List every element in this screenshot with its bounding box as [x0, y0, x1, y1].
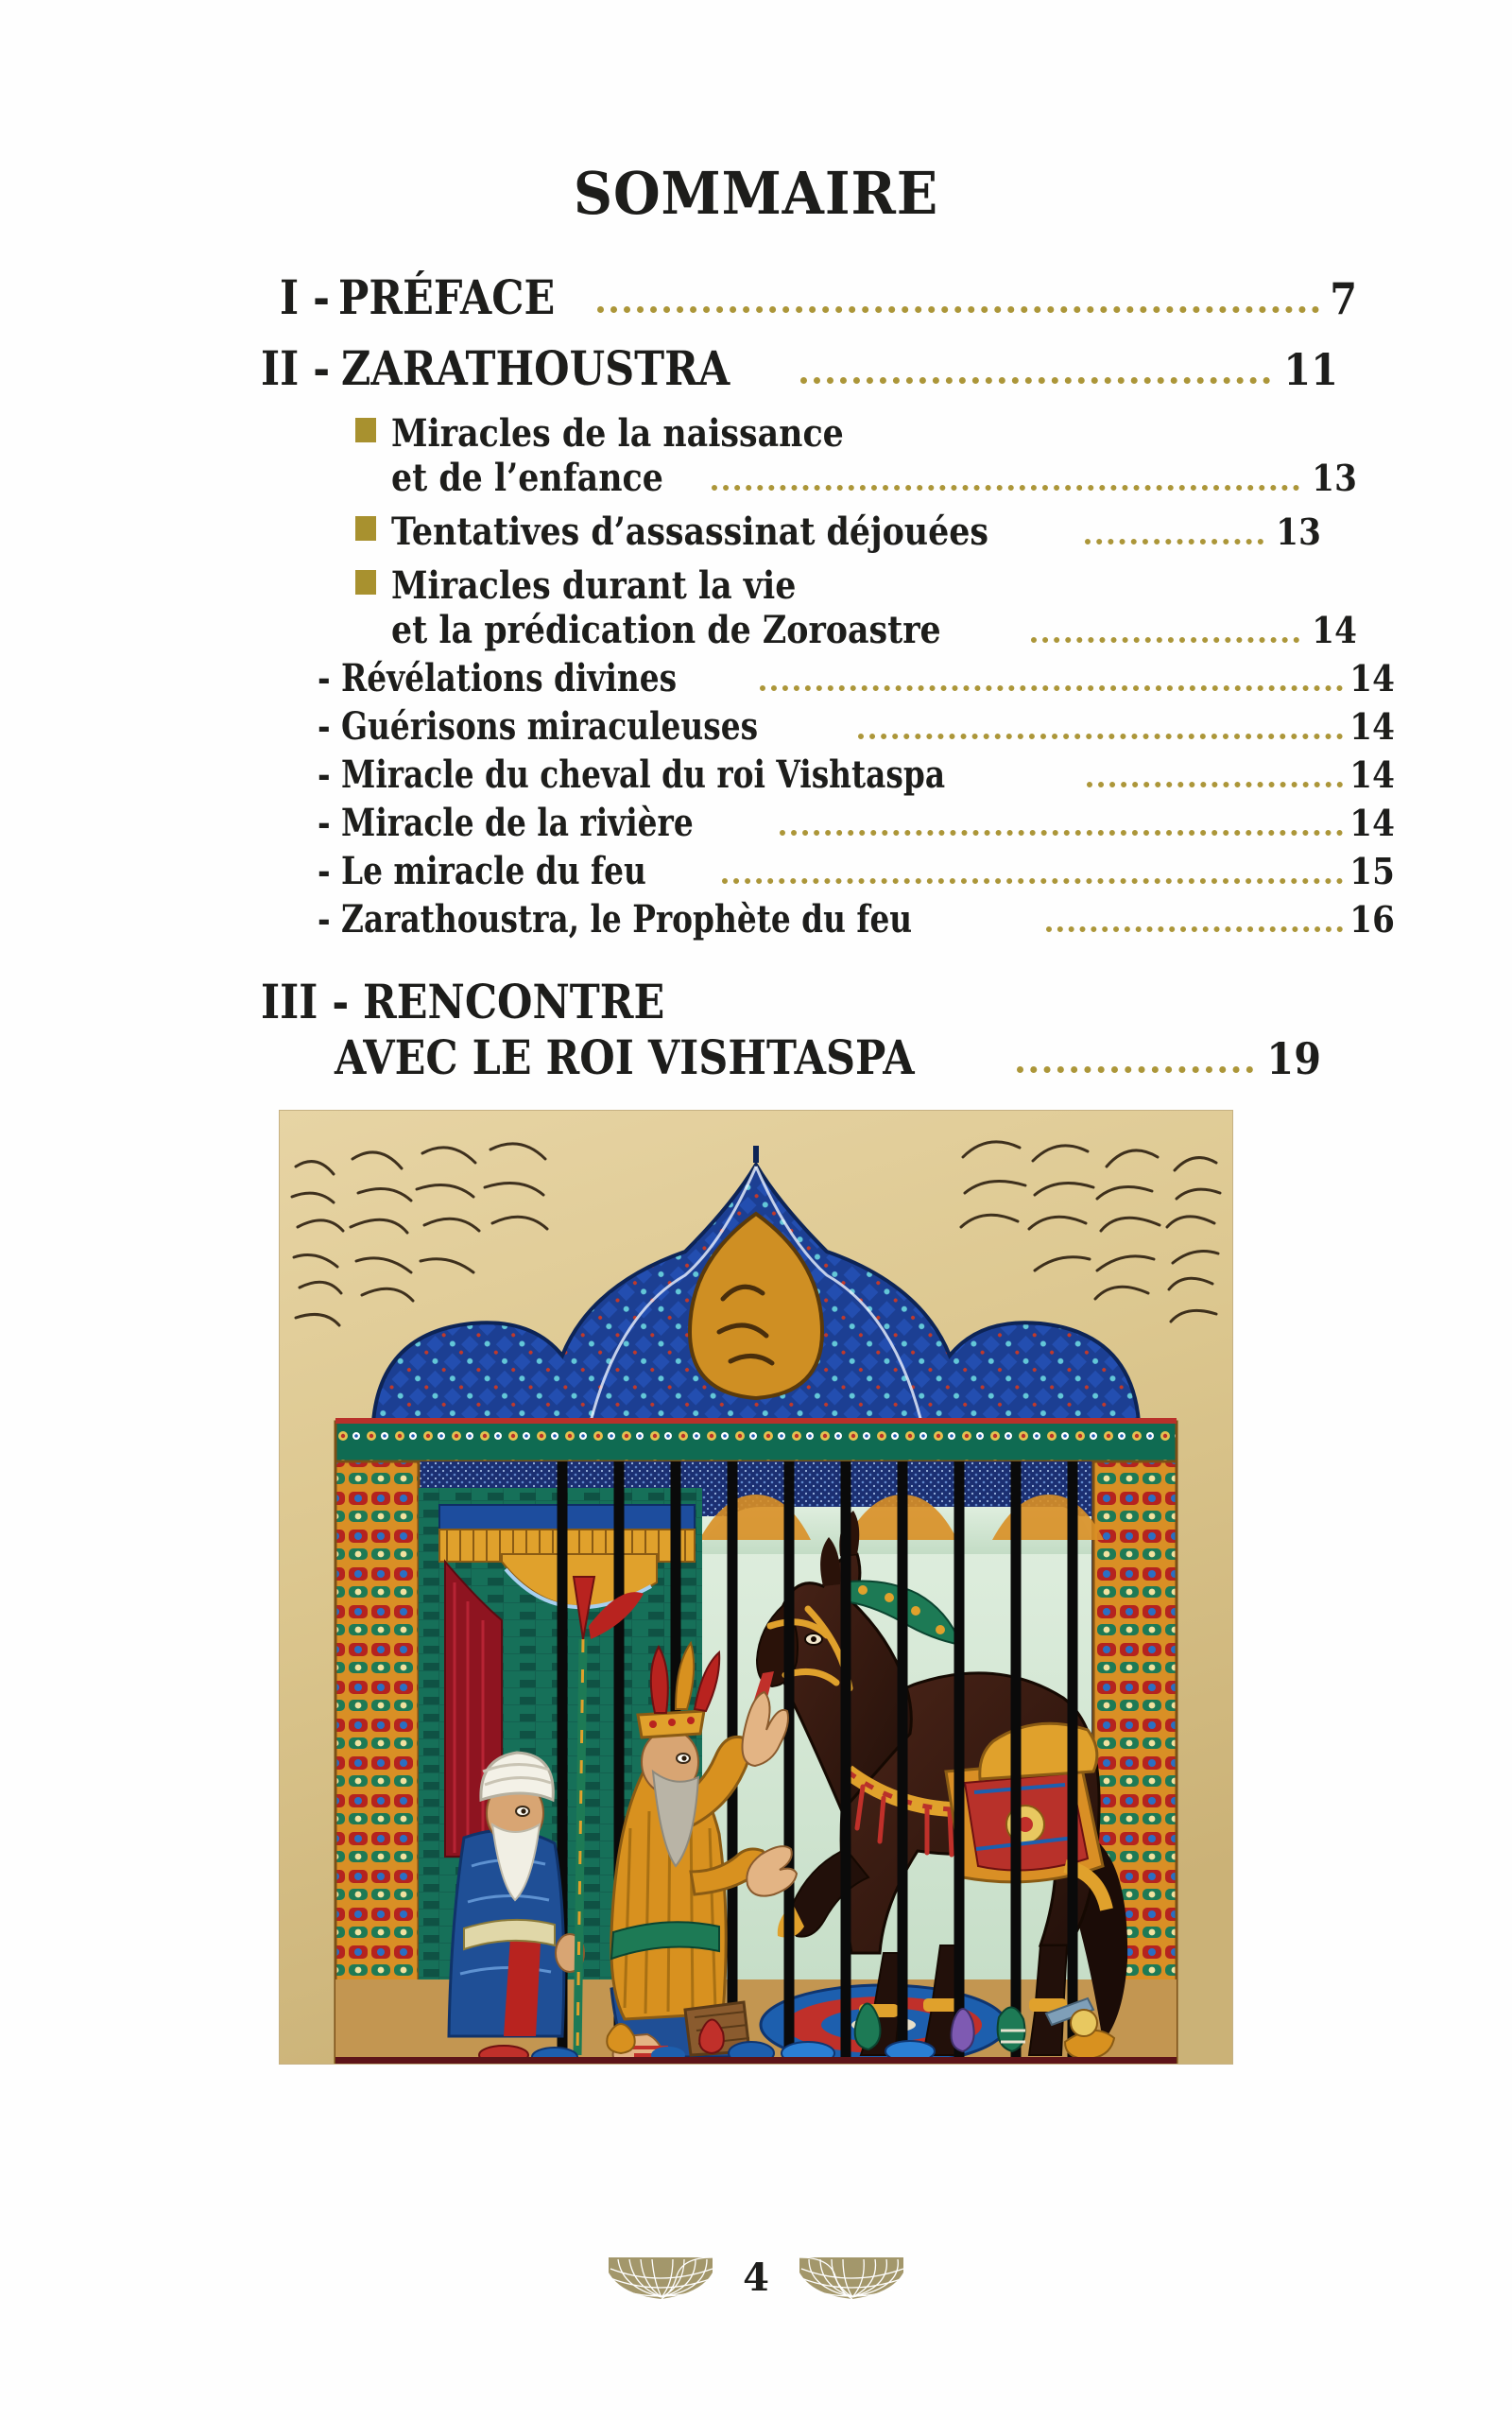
dot-leader — [760, 684, 1344, 691]
dot-leader — [722, 877, 1343, 884]
square-bullet-icon — [355, 516, 376, 541]
dot-leader — [1031, 636, 1300, 643]
toc-entry-miracle-feu[interactable] — [318, 849, 1395, 893]
toc-entry-rencontre-vishtaspa[interactable] — [261, 974, 1321, 1085]
toc-label: PRÉFACE — [337, 269, 555, 325]
toc-page-number: 14 — [1349, 753, 1395, 796]
toc-entry-preface[interactable] — [280, 269, 1357, 325]
toc-entry-tentatives-assassinat[interactable] — [355, 510, 1321, 554]
toc-label: - Zarathoustra, le Prophète du feu — [318, 897, 913, 942]
dot-leader — [780, 829, 1343, 836]
page-number: 4 — [743, 2255, 769, 2300]
toc-label: Miracles durant la vie — [391, 563, 797, 608]
toc-entry-miracles-vie[interactable] — [355, 563, 1357, 652]
toc-label: - Révélations divines — [318, 656, 678, 700]
square-bullet-icon — [355, 570, 376, 595]
toc-label: - Miracle de la rivière — [318, 801, 694, 845]
dot-leader — [1085, 538, 1263, 544]
left-pillar — [335, 1461, 419, 2065]
dot-leader — [858, 733, 1343, 739]
toc-page-number: 14 — [1349, 657, 1395, 700]
toc-label: - Guérisons miraculeuses — [318, 704, 759, 749]
dot-leader — [712, 484, 1299, 491]
toc-page-number: 14 — [1349, 705, 1395, 748]
toc-entry-miracles-naissance[interactable] — [355, 411, 1357, 500]
dot-leader — [1087, 781, 1343, 787]
toc-numeral: I - — [280, 269, 330, 325]
toc-label: RENCONTRE — [363, 974, 665, 1029]
left-wing-ornament — [603, 2250, 718, 2305]
dot-leader — [597, 305, 1319, 313]
toc-label-line2: et la prédication de Zoroastre — [391, 608, 941, 652]
table-of-contents — [244, 269, 1395, 1085]
toc-page-number: 16 — [1349, 898, 1395, 941]
page-title: SOMMAIRE — [573, 159, 939, 228]
toc-numeral: II - — [261, 340, 331, 396]
toc-entry-miracle-riviere[interactable] — [318, 801, 1395, 845]
page-footer — [0, 2250, 1512, 2305]
dot-leader — [1017, 1065, 1253, 1073]
toc-page-number: 15 — [1349, 850, 1395, 892]
dot-leader — [800, 376, 1270, 384]
toc-entry-revelations-divines[interactable] — [318, 656, 1395, 700]
right-wing-ornament — [794, 2250, 909, 2305]
toc-entry-zarathoustra[interactable] — [261, 340, 1338, 396]
toc-label: - Le miracle du feu — [318, 849, 646, 893]
toc-label: Tentatives d’assassinat déjouées — [391, 510, 988, 554]
toc-page-number: 7 — [1330, 273, 1357, 324]
toc-label: Miracles de la naissance — [391, 411, 844, 456]
toc-page-number: 13 — [1312, 457, 1357, 499]
illustration-figure — [279, 1110, 1233, 2065]
dot-leader — [1046, 925, 1343, 932]
toc-entry-guerisons-miraculeuses[interactable] — [318, 704, 1395, 749]
toc-page-number: 19 — [1266, 1033, 1321, 1084]
toc-page-number: 11 — [1283, 344, 1338, 395]
toc-label-line2: et de l’enfance — [391, 456, 663, 500]
toc-label-line2: AVEC LE ROI VISHTASPA — [335, 1029, 915, 1085]
toc-label: - Miracle du cheval du roi Vishtaspa — [318, 752, 946, 797]
toc-label: ZARATHOUSTRA — [340, 340, 730, 396]
toc-page-number: 14 — [1312, 609, 1357, 651]
persian-miniature-illustration — [279, 1110, 1233, 2065]
toc-page-number: 14 — [1349, 802, 1395, 844]
square-bullet-icon — [355, 418, 376, 442]
toc-entry-prophete-du-feu[interactable] — [318, 897, 1395, 942]
toc-entry-miracle-cheval[interactable] — [318, 752, 1395, 797]
frieze-band — [335, 1422, 1177, 1461]
toc-numeral: III - — [261, 974, 350, 1029]
toc-page-number: 13 — [1276, 510, 1321, 553]
